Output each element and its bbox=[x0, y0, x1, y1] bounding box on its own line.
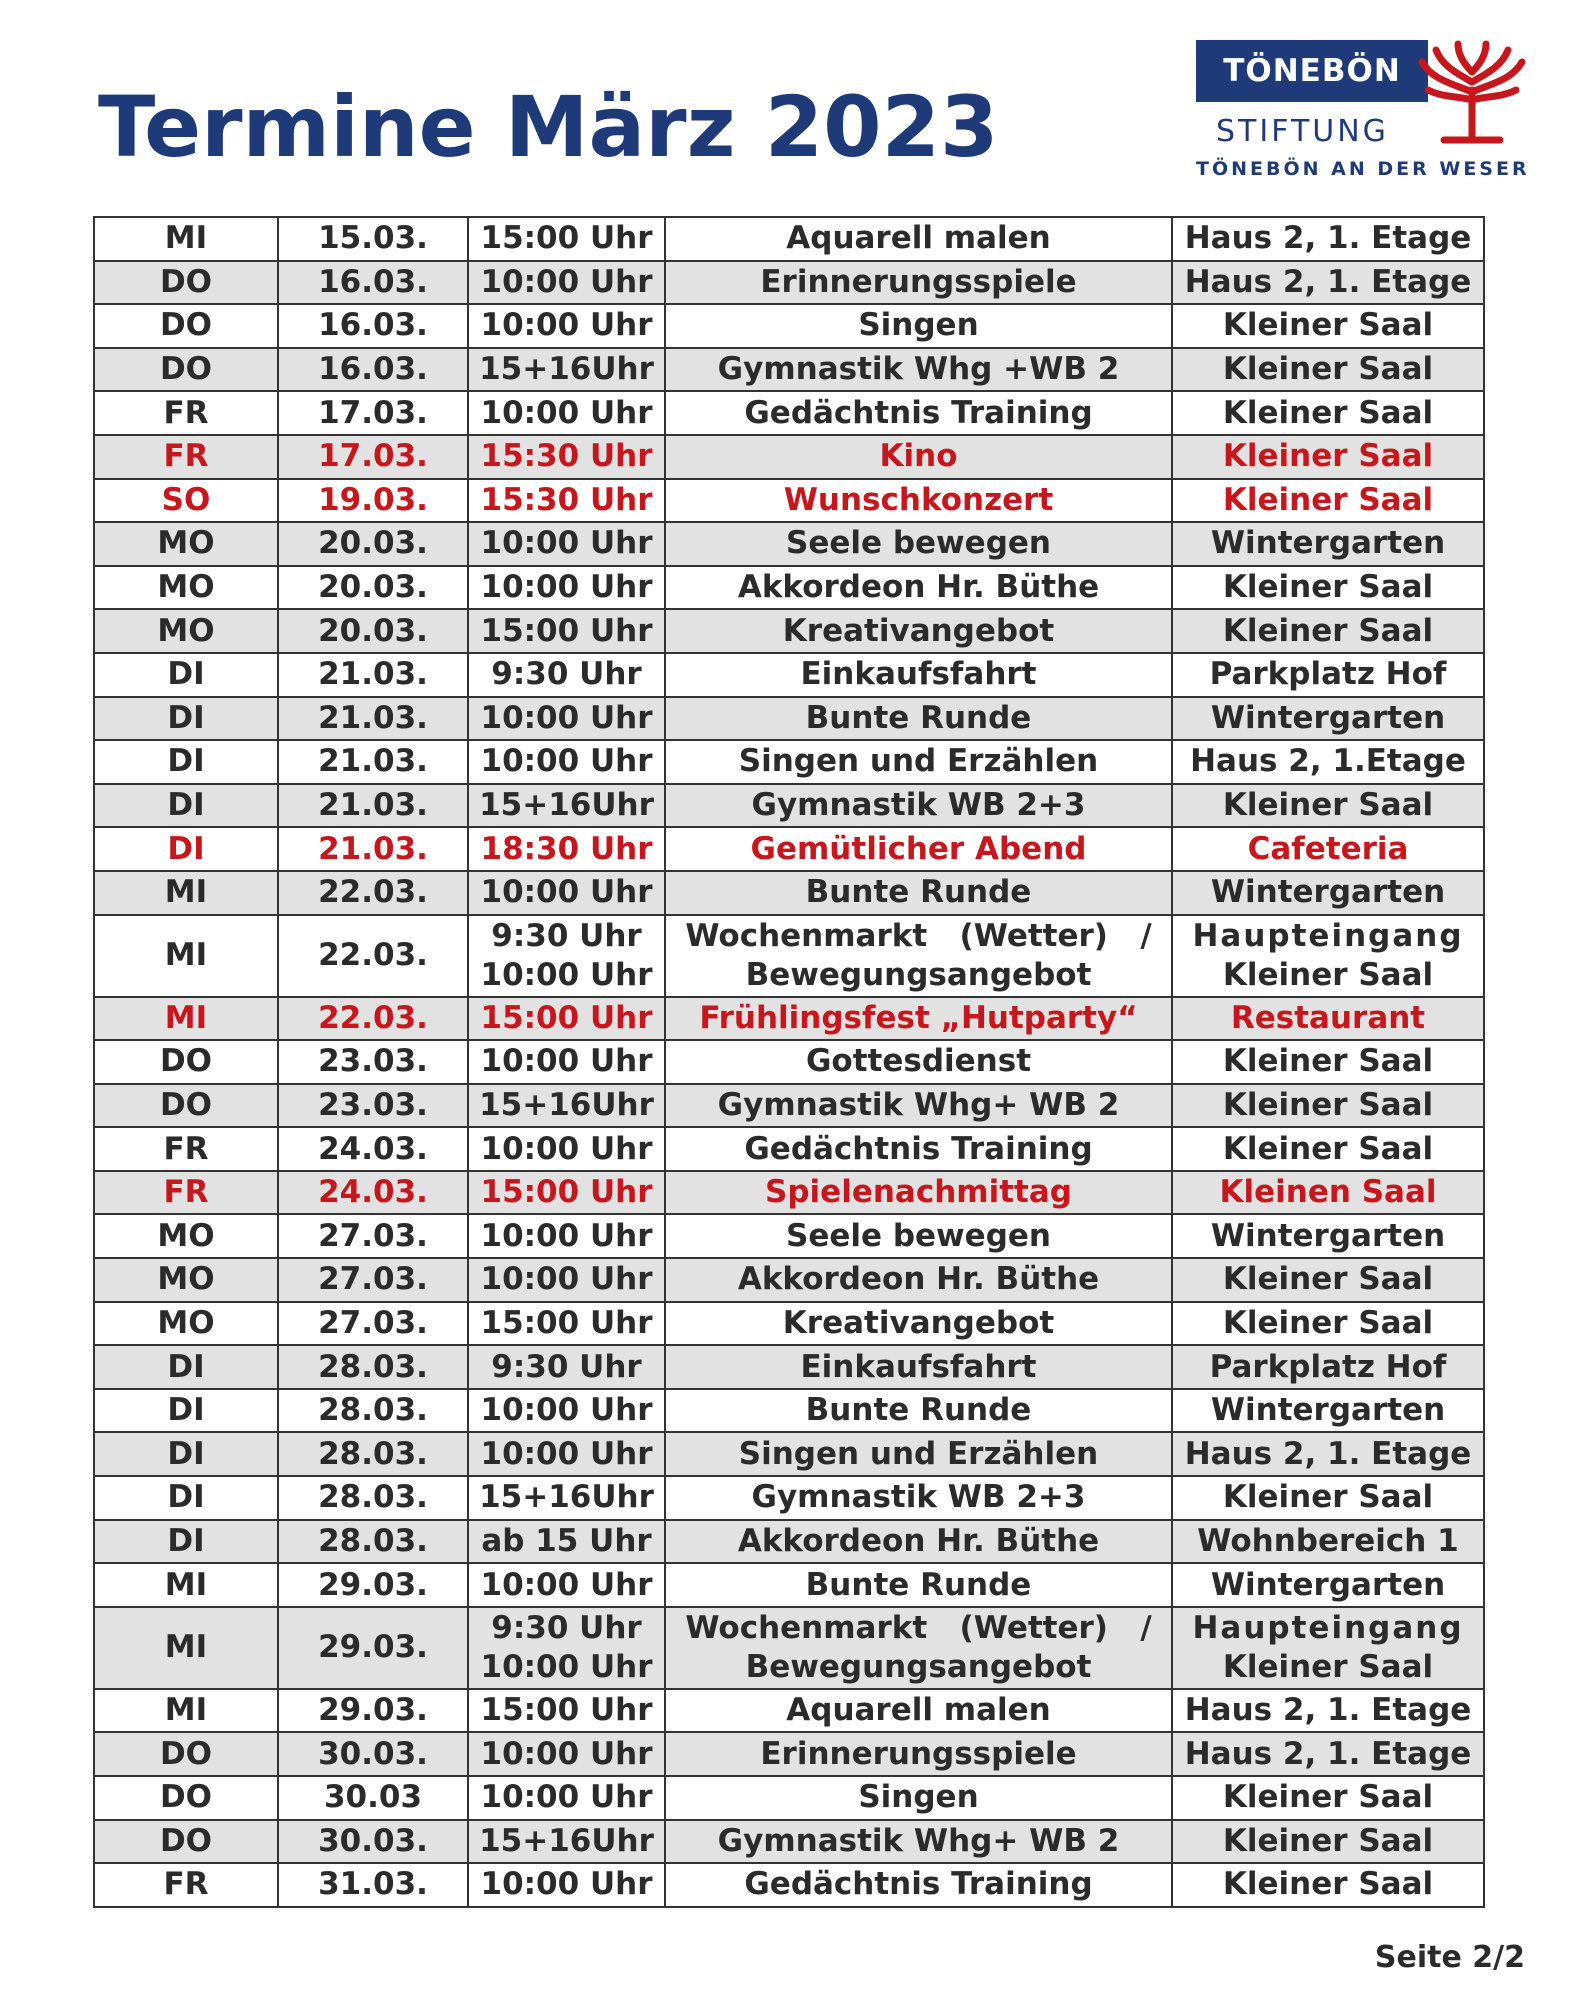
location-cell: Kleiner Saal bbox=[1172, 784, 1484, 828]
time-cell: 10:00 Uhr bbox=[468, 391, 665, 435]
date-cell: 15.03. bbox=[278, 217, 468, 261]
event-cell: Kino bbox=[665, 435, 1172, 479]
day-cell: DO bbox=[94, 261, 278, 305]
table-row bbox=[94, 1040, 1484, 1084]
day-cell: MO bbox=[94, 1214, 278, 1258]
table-row bbox=[94, 391, 1484, 435]
table-row bbox=[94, 1127, 1484, 1171]
day-cell: MI bbox=[94, 1689, 278, 1733]
time-cell bbox=[468, 1607, 665, 1689]
day-cell: DI bbox=[94, 1389, 278, 1433]
event-cell: Akkordeon Hr. Büthe bbox=[665, 1258, 1172, 1302]
table-row bbox=[94, 1732, 1484, 1776]
event-line-2: Bewegungsangebot bbox=[745, 1648, 1092, 1685]
day-cell: FR bbox=[94, 1171, 278, 1215]
date-cell: 30.03. bbox=[278, 1732, 468, 1776]
event-cell: Seele bewegen bbox=[665, 1214, 1172, 1258]
day-cell: MO bbox=[94, 1302, 278, 1346]
location-cell: Wintergarten bbox=[1172, 697, 1484, 741]
time-cell: 10:00 Uhr bbox=[468, 1389, 665, 1433]
location-cell: Kleiner Saal bbox=[1172, 348, 1484, 392]
time-cell: 10:00 Uhr bbox=[468, 522, 665, 566]
day-cell: SO bbox=[94, 479, 278, 523]
date-cell: 21.03. bbox=[278, 697, 468, 741]
date-cell: 28.03. bbox=[278, 1389, 468, 1433]
time-cell: 15+16Uhr bbox=[468, 784, 665, 828]
time-cell: 10:00 Uhr bbox=[468, 1127, 665, 1171]
date-cell: 20.03. bbox=[278, 522, 468, 566]
table-row bbox=[94, 566, 1484, 610]
day-cell: DI bbox=[94, 653, 278, 697]
date-cell: 20.03. bbox=[278, 609, 468, 653]
event-cell: Aquarell malen bbox=[665, 1689, 1172, 1733]
day-cell: DO bbox=[94, 304, 278, 348]
location-cell: Restaurant bbox=[1172, 997, 1484, 1041]
location-cell: Kleiner Saal bbox=[1172, 1476, 1484, 1520]
page-number: Seite 2/2 bbox=[1374, 1940, 1525, 1975]
day-cell: MO bbox=[94, 522, 278, 566]
event-cell: Bunte Runde bbox=[665, 871, 1172, 915]
date-cell: 29.03. bbox=[278, 1689, 468, 1733]
table-row bbox=[94, 1476, 1484, 1520]
location-cell: Cafeteria bbox=[1172, 827, 1484, 871]
date-cell: 24.03. bbox=[278, 1171, 468, 1215]
location-cell: Kleiner Saal bbox=[1172, 566, 1484, 610]
day-cell: FR bbox=[94, 1863, 278, 1907]
schedule-body bbox=[94, 217, 1484, 1907]
time-cell: 10:00 Uhr bbox=[468, 304, 665, 348]
event-cell: Gymnastik Whg +WB 2 bbox=[665, 348, 1172, 392]
location-cell: Kleiner Saal bbox=[1172, 391, 1484, 435]
location-line-1: Haupteingang bbox=[1192, 917, 1464, 954]
location-line-2: Kleiner Saal bbox=[1222, 956, 1434, 993]
event-cell: Bunte Runde bbox=[665, 1563, 1172, 1607]
location-cell: Kleiner Saal bbox=[1172, 1084, 1484, 1128]
date-cell: 16.03. bbox=[278, 348, 468, 392]
event-cell: Gottesdienst bbox=[665, 1040, 1172, 1084]
table-row bbox=[94, 1607, 1484, 1689]
location-cell: Kleiner Saal bbox=[1172, 1258, 1484, 1302]
table-row bbox=[94, 1432, 1484, 1476]
time-line-2: 10:00 Uhr bbox=[480, 1648, 653, 1685]
tree-logo-icon bbox=[1414, 40, 1530, 146]
location-cell: Wintergarten bbox=[1172, 522, 1484, 566]
location-cell: Kleiner Saal bbox=[1172, 1040, 1484, 1084]
date-cell: 21.03. bbox=[278, 653, 468, 697]
location-cell: Wohnbereich 1 bbox=[1172, 1520, 1484, 1564]
event-line-2: Bewegungsangebot bbox=[745, 956, 1092, 993]
date-cell: 22.03. bbox=[278, 997, 468, 1041]
table-row bbox=[94, 1302, 1484, 1346]
time-cell: ab 15 Uhr bbox=[468, 1520, 665, 1564]
day-cell: DI bbox=[94, 697, 278, 741]
logo-stiftung-text: STIFTUNG bbox=[1216, 114, 1389, 149]
day-cell: DO bbox=[94, 1084, 278, 1128]
date-cell: 17.03. bbox=[278, 391, 468, 435]
location-cell: Wintergarten bbox=[1172, 1389, 1484, 1433]
time-cell bbox=[468, 915, 665, 997]
time-cell: 15:30 Uhr bbox=[468, 479, 665, 523]
day-cell: DI bbox=[94, 1345, 278, 1389]
date-cell: 23.03. bbox=[278, 1040, 468, 1084]
time-cell: 15+16Uhr bbox=[468, 348, 665, 392]
event-cell: Akkordeon Hr. Büthe bbox=[665, 1520, 1172, 1564]
location-cell: Kleiner Saal bbox=[1172, 609, 1484, 653]
location-cell: Kleiner Saal bbox=[1172, 435, 1484, 479]
event-line-1: Wochenmarkt (Wetter) / bbox=[685, 917, 1152, 954]
day-cell: MO bbox=[94, 566, 278, 610]
location-cell: Haus 2, 1. Etage bbox=[1172, 1432, 1484, 1476]
date-cell: 30.03. bbox=[278, 1820, 468, 1864]
table-row bbox=[94, 1520, 1484, 1564]
date-cell: 30.03 bbox=[278, 1776, 468, 1820]
date-cell: 16.03. bbox=[278, 304, 468, 348]
table-row bbox=[94, 1820, 1484, 1864]
table-row bbox=[94, 522, 1484, 566]
logo-name-box: TÖNEBÖN bbox=[1196, 40, 1428, 102]
table-row bbox=[94, 1863, 1484, 1907]
date-cell: 24.03. bbox=[278, 1127, 468, 1171]
day-cell: FR bbox=[94, 435, 278, 479]
day-cell: MO bbox=[94, 609, 278, 653]
date-cell: 27.03. bbox=[278, 1258, 468, 1302]
date-cell: 28.03. bbox=[278, 1345, 468, 1389]
event-cell: Akkordeon Hr. Büthe bbox=[665, 566, 1172, 610]
day-cell: DI bbox=[94, 1476, 278, 1520]
time-cell: 15:00 Uhr bbox=[468, 609, 665, 653]
table-row bbox=[94, 479, 1484, 523]
table-row bbox=[94, 348, 1484, 392]
time-cell: 15:00 Uhr bbox=[468, 1302, 665, 1346]
time-cell: 9:30 Uhr bbox=[468, 653, 665, 697]
location-cell: Kleiner Saal bbox=[1172, 1776, 1484, 1820]
event-cell: Wunschkonzert bbox=[665, 479, 1172, 523]
event-cell: Bunte Runde bbox=[665, 1389, 1172, 1433]
table-row bbox=[94, 261, 1484, 305]
date-cell: 27.03. bbox=[278, 1302, 468, 1346]
location-cell: Haus 2, 1. Etage bbox=[1172, 1732, 1484, 1776]
location-cell: Parkplatz Hof bbox=[1172, 653, 1484, 697]
event-cell: Kreativangebot bbox=[665, 1302, 1172, 1346]
time-line-1: 9:30 Uhr bbox=[491, 1609, 642, 1646]
date-cell: 21.03. bbox=[278, 827, 468, 871]
event-cell bbox=[665, 1607, 1172, 1689]
date-cell: 29.03. bbox=[278, 1607, 468, 1689]
event-cell: Gymnastik Whg+ WB 2 bbox=[665, 1820, 1172, 1864]
day-cell: DI bbox=[94, 1520, 278, 1564]
time-cell: 10:00 Uhr bbox=[468, 1732, 665, 1776]
table-row bbox=[94, 1214, 1484, 1258]
time-cell: 10:00 Uhr bbox=[468, 1863, 665, 1907]
event-cell: Einkaufsfahrt bbox=[665, 653, 1172, 697]
time-cell: 10:00 Uhr bbox=[468, 261, 665, 305]
day-cell: DO bbox=[94, 1820, 278, 1864]
table-row bbox=[94, 609, 1484, 653]
date-cell: 22.03. bbox=[278, 871, 468, 915]
table-row bbox=[94, 1258, 1484, 1302]
event-cell: Spielenachmittag bbox=[665, 1171, 1172, 1215]
table-row bbox=[94, 915, 1484, 997]
day-cell: DO bbox=[94, 1040, 278, 1084]
table-row bbox=[94, 740, 1484, 784]
location-cell: Wintergarten bbox=[1172, 1214, 1484, 1258]
time-cell: 10:00 Uhr bbox=[468, 871, 665, 915]
location-line-2: Kleiner Saal bbox=[1222, 1648, 1434, 1685]
time-cell: 10:00 Uhr bbox=[468, 1214, 665, 1258]
day-cell: MI bbox=[94, 1607, 278, 1689]
table-row bbox=[94, 827, 1484, 871]
event-cell: Gymnastik WB 2+3 bbox=[665, 784, 1172, 828]
event-cell: Gedächtnis Training bbox=[665, 391, 1172, 435]
page-title: Termine März 2023 bbox=[98, 78, 999, 176]
day-cell: MI bbox=[94, 871, 278, 915]
location-cell bbox=[1172, 915, 1484, 997]
table-row bbox=[94, 1689, 1484, 1733]
event-cell: Gemütlicher Abend bbox=[665, 827, 1172, 871]
location-cell: Kleiner Saal bbox=[1172, 1302, 1484, 1346]
event-cell: Seele bewegen bbox=[665, 522, 1172, 566]
location-cell: Kleinen Saal bbox=[1172, 1171, 1484, 1215]
time-line-2: 10:00 Uhr bbox=[480, 956, 653, 993]
table-row bbox=[94, 304, 1484, 348]
location-cell: Haus 2, 1.Etage bbox=[1172, 740, 1484, 784]
foundation-logo bbox=[1196, 40, 1536, 180]
time-cell: 10:00 Uhr bbox=[468, 740, 665, 784]
time-cell: 10:00 Uhr bbox=[468, 1040, 665, 1084]
date-cell: 17.03. bbox=[278, 435, 468, 479]
day-cell: DI bbox=[94, 827, 278, 871]
date-cell: 31.03. bbox=[278, 1863, 468, 1907]
time-cell: 15+16Uhr bbox=[468, 1084, 665, 1128]
day-cell: MI bbox=[94, 217, 278, 261]
time-cell: 10:00 Uhr bbox=[468, 1563, 665, 1607]
table-row bbox=[94, 1563, 1484, 1607]
location-cell: Kleiner Saal bbox=[1172, 1127, 1484, 1171]
event-cell: Gymnastik WB 2+3 bbox=[665, 1476, 1172, 1520]
table-row bbox=[94, 435, 1484, 479]
event-cell: Singen bbox=[665, 1776, 1172, 1820]
event-cell: Singen bbox=[665, 304, 1172, 348]
day-cell: DO bbox=[94, 348, 278, 392]
time-line-1: 9:30 Uhr bbox=[491, 917, 642, 954]
event-cell: Erinnerungsspiele bbox=[665, 1732, 1172, 1776]
schedule-table bbox=[93, 216, 1485, 1908]
table-row bbox=[94, 217, 1484, 261]
event-cell: Kreativangebot bbox=[665, 609, 1172, 653]
table-row bbox=[94, 1171, 1484, 1215]
date-cell: 28.03. bbox=[278, 1476, 468, 1520]
location-cell: Haus 2, 1. Etage bbox=[1172, 1689, 1484, 1733]
event-cell: Singen und Erzählen bbox=[665, 740, 1172, 784]
table-row bbox=[94, 1345, 1484, 1389]
table-row bbox=[94, 1084, 1484, 1128]
day-cell: DI bbox=[94, 1432, 278, 1476]
event-cell: Gymnastik Whg+ WB 2 bbox=[665, 1084, 1172, 1128]
time-cell: 10:00 Uhr bbox=[468, 1432, 665, 1476]
time-cell: 15+16Uhr bbox=[468, 1476, 665, 1520]
date-cell: 28.03. bbox=[278, 1432, 468, 1476]
date-cell: 21.03. bbox=[278, 740, 468, 784]
event-cell: Frühlingsfest „Hutparty“ bbox=[665, 997, 1172, 1041]
date-cell: 21.03. bbox=[278, 784, 468, 828]
table-row bbox=[94, 1389, 1484, 1433]
day-cell: MI bbox=[94, 1563, 278, 1607]
table-row bbox=[94, 1776, 1484, 1820]
location-line-1: Haupteingang bbox=[1192, 1609, 1464, 1646]
location-cell: Kleiner Saal bbox=[1172, 479, 1484, 523]
time-cell: 15:00 Uhr bbox=[468, 217, 665, 261]
table-row bbox=[94, 871, 1484, 915]
event-line-1: Wochenmarkt (Wetter) / bbox=[685, 1609, 1152, 1646]
event-cell: Gedächtnis Training bbox=[665, 1127, 1172, 1171]
date-cell: 29.03. bbox=[278, 1563, 468, 1607]
location-cell: Haus 2, 1. Etage bbox=[1172, 217, 1484, 261]
day-cell: DI bbox=[94, 784, 278, 828]
time-cell: 15:00 Uhr bbox=[468, 997, 665, 1041]
time-cell: 9:30 Uhr bbox=[468, 1345, 665, 1389]
day-cell: FR bbox=[94, 1127, 278, 1171]
day-cell: DI bbox=[94, 740, 278, 784]
location-cell: Kleiner Saal bbox=[1172, 1863, 1484, 1907]
time-cell: 10:00 Uhr bbox=[468, 1258, 665, 1302]
event-cell: Singen und Erzählen bbox=[665, 1432, 1172, 1476]
location-cell: Kleiner Saal bbox=[1172, 1820, 1484, 1864]
time-cell: 15+16Uhr bbox=[468, 1820, 665, 1864]
time-cell: 10:00 Uhr bbox=[468, 697, 665, 741]
event-cell: Erinnerungsspiele bbox=[665, 261, 1172, 305]
date-cell: 23.03. bbox=[278, 1084, 468, 1128]
table-row bbox=[94, 784, 1484, 828]
location-cell: Parkplatz Hof bbox=[1172, 1345, 1484, 1389]
location-cell: Haus 2, 1. Etage bbox=[1172, 261, 1484, 305]
event-cell: Einkaufsfahrt bbox=[665, 1345, 1172, 1389]
time-cell: 10:00 Uhr bbox=[468, 1776, 665, 1820]
location-cell: Wintergarten bbox=[1172, 871, 1484, 915]
time-cell: 15:00 Uhr bbox=[468, 1689, 665, 1733]
day-cell: MI bbox=[94, 997, 278, 1041]
date-cell: 16.03. bbox=[278, 261, 468, 305]
date-cell: 28.03. bbox=[278, 1520, 468, 1564]
event-cell bbox=[665, 915, 1172, 997]
date-cell: 27.03. bbox=[278, 1214, 468, 1258]
table-row bbox=[94, 697, 1484, 741]
event-cell: Bunte Runde bbox=[665, 697, 1172, 741]
location-cell: Kleiner Saal bbox=[1172, 304, 1484, 348]
table-row bbox=[94, 997, 1484, 1041]
time-cell: 15:30 Uhr bbox=[468, 435, 665, 479]
table-row bbox=[94, 653, 1484, 697]
day-cell: DO bbox=[94, 1732, 278, 1776]
event-cell: Gedächtnis Training bbox=[665, 1863, 1172, 1907]
day-cell: MO bbox=[94, 1258, 278, 1302]
location-cell bbox=[1172, 1607, 1484, 1689]
date-cell: 20.03. bbox=[278, 566, 468, 610]
date-cell: 22.03. bbox=[278, 915, 468, 997]
time-cell: 18:30 Uhr bbox=[468, 827, 665, 871]
logo-subtitle: TÖNEBÖN AN DER WESER bbox=[1196, 158, 1530, 180]
date-cell: 19.03. bbox=[278, 479, 468, 523]
location-cell: Wintergarten bbox=[1172, 1563, 1484, 1607]
event-cell: Aquarell malen bbox=[665, 217, 1172, 261]
day-cell: DO bbox=[94, 1776, 278, 1820]
day-cell: FR bbox=[94, 391, 278, 435]
time-cell: 15:00 Uhr bbox=[468, 1171, 665, 1215]
day-cell: MI bbox=[94, 915, 278, 997]
time-cell: 10:00 Uhr bbox=[468, 566, 665, 610]
